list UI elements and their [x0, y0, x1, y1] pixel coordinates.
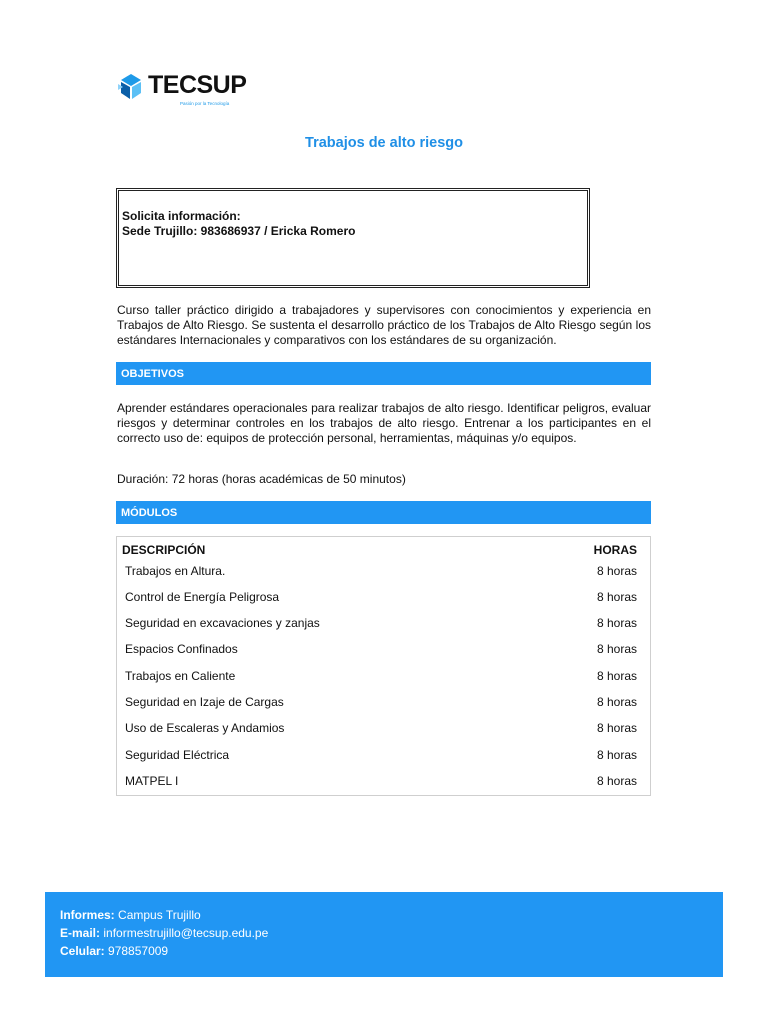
celular-label: Celular: — [60, 944, 105, 958]
duracion-text: Duración: 72 horas (horas académicas de 50 minutos) — [117, 472, 406, 486]
table-header — [117, 537, 650, 557]
row-horas: 8 horas — [596, 590, 637, 604]
informes-value: Campus Trujillo — [114, 908, 201, 922]
table-row — [117, 590, 650, 610]
tecsup-mark-icon — [117, 72, 145, 102]
row-horas: 8 horas — [596, 748, 637, 762]
modulos-header: MÓDULOS — [116, 501, 651, 524]
footer-informes — [60, 908, 201, 922]
footer-email — [60, 926, 268, 940]
row-desc: Espacios Confinados — [125, 642, 238, 656]
row-desc: Trabajos en Altura. — [125, 564, 226, 578]
tecsup-logo — [117, 70, 247, 110]
celular-value: 978857009 — [104, 944, 169, 958]
modulos-table — [116, 536, 651, 796]
objetivos-text: Aprender estándares operacionales para realizar trabajos de alto riesgo. Identificar peligros, evaluar riesgos y determinar controles en los trabajos de alto riesgo. Entrenar a los participantes en el correcto uso de: equipos de protección personal, herramientas, máquinas y/o equipos. — [117, 401, 651, 445]
informes-label: Informes: — [60, 908, 115, 922]
row-desc: Trabajos en Caliente — [125, 669, 236, 683]
logo-wordmark: TECSUP — [148, 71, 247, 99]
email-label: E-mail: — [60, 926, 101, 940]
row-horas: 8 horas — [596, 564, 637, 578]
contact-person: / Ericka Romero — [260, 224, 356, 238]
table-row — [117, 669, 650, 689]
footer-celular — [60, 944, 168, 958]
table-row — [117, 642, 650, 662]
row-horas: 8 horas — [596, 642, 637, 656]
contact-phone: Sede Trujillo: 983686937 — [122, 224, 261, 238]
row-horas: 8 horas — [596, 721, 637, 735]
table-row — [117, 564, 650, 584]
row-horas: 8 horas — [596, 669, 637, 683]
footer-contact — [45, 892, 723, 977]
intro-paragraph: Curso taller práctico dirigido a trabajadores y supervisores con conocimientos y experiencia en Trabajos de Alto Riesgo. Se sustenta el desarrollo práctico de los Trabajos de Alto Riesgo según los estándares Internacionales y comparativos con los estándares de su organización. — [117, 303, 651, 347]
row-horas: 8 horas — [596, 695, 637, 709]
table-row — [117, 774, 650, 794]
contact-heading: Solicita información: — [122, 209, 241, 223]
objetivos-header: OBJETIVOS — [116, 362, 651, 385]
logo-tagline: Pasión por la Tecnología — [180, 101, 230, 106]
row-desc: Seguridad en Izaje de Cargas — [125, 695, 284, 709]
row-desc: Seguridad Eléctrica — [125, 748, 230, 762]
row-horas: 8 horas — [596, 616, 637, 630]
row-horas: 8 horas — [596, 774, 637, 788]
table-row — [117, 695, 650, 715]
email-value[interactable]: informestrujillo@tecsup.edu.pe — [100, 926, 269, 940]
col-descripcion: DESCRIPCIÓN — [122, 543, 206, 557]
page-title: Trabajos de alto riesgo — [305, 135, 463, 151]
row-desc: Control de Energía Peligrosa — [125, 590, 280, 604]
table-row — [117, 721, 650, 741]
col-horas: HORAS — [593, 543, 637, 557]
contact-box — [116, 188, 590, 288]
contact-details — [122, 224, 355, 238]
table-row — [117, 616, 650, 636]
table-row — [117, 748, 650, 768]
row-desc: Seguridad en excavaciones y zanjas — [125, 616, 320, 630]
row-desc: MATPEL I — [125, 774, 179, 788]
row-desc: Uso de Escaleras y Andamios — [125, 721, 285, 735]
